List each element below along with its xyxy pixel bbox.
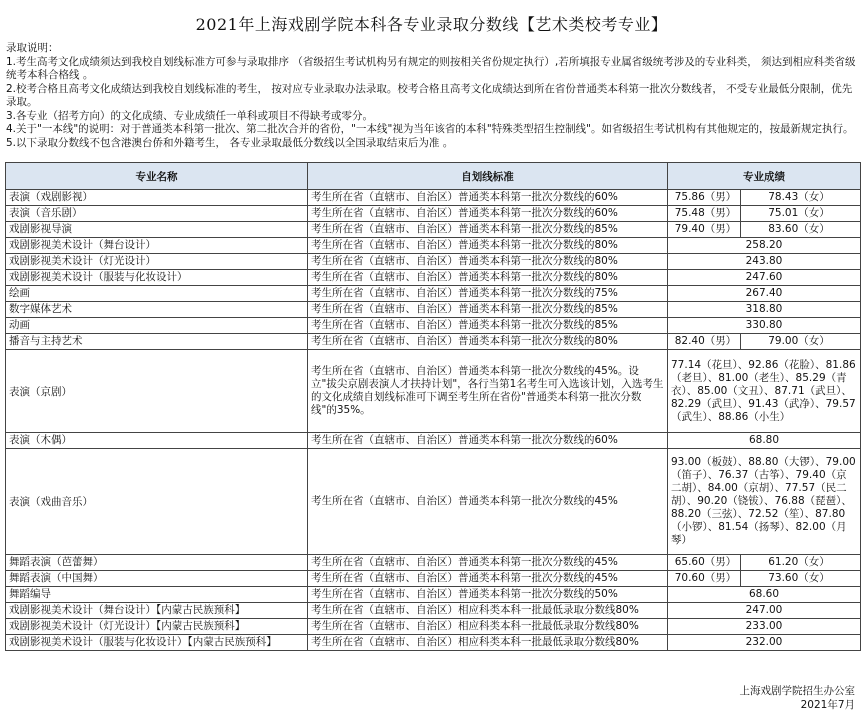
cutoff-standard: 考生所在省（直辖市、自治区）相应科类本科一批最低录取分数线80%: [308, 635, 668, 651]
note-line: 2.校考合格且高考文化成绩达到我校自划线标准的考生， 按对应专业录取办法录取。校考合格且高考文化成绩达到所在省份普通类本科第一批次分数线者， 不受专业最低分限制，优先录取。: [6, 82, 853, 108]
score-value: 267.40: [668, 286, 861, 302]
table-row: [6, 238, 861, 254]
cutoff-standard: 考生所在省（直辖市、自治区）普通类本科第一批次分数线的60%: [308, 433, 668, 449]
table-row: [6, 318, 861, 334]
cutoff-standard: 考生所在省（直辖市、自治区）普通类本科第一批次分数线的85%: [308, 222, 668, 238]
major-name: 戏剧影视美术设计（服装与化妆设计）【内蒙古民族预科】: [6, 635, 308, 651]
table-header-row: [6, 163, 861, 190]
major-name: 绘画: [6, 286, 308, 302]
major-name: 戏剧影视美术设计（灯光设计）【内蒙古民族预科】: [6, 619, 308, 635]
cutoff-standard: 考生所在省（直辖市、自治区）普通类本科第一批次分数线的80%: [308, 254, 668, 270]
major-name: 舞蹈表演（芭蕾舞）: [6, 555, 308, 571]
table-row: [6, 571, 861, 587]
cutoff-standard: 考生所在省（直辖市、自治区）普通类本科第一批次分数线的50%: [308, 587, 668, 603]
header-score: 专业成绩: [668, 163, 861, 190]
score-value: 243.80: [668, 254, 861, 270]
cutoff-standard: 考生所在省（直辖市、自治区）普通类本科第一批次分数线的60%: [308, 206, 668, 222]
note-line: 4.关于"一本线"的说明：对于普通类本科第一批次、第二批次合并的省份，"一本线"视为当年该省的本科"特殊类型招生控制线"。如省级招生考试机构有其他规定的，按最新规定执行。: [6, 123, 854, 135]
score-split: [668, 206, 861, 222]
score-list: 77.14（花旦）、92.86（花脸）、81.86（老旦）、81.00（老生）、85.29（青衣）、85.00（文丑）、87.71（武旦）、82.29（武旦）、91.43（武净）、79.57（武生）、88.86（小生）: [668, 350, 861, 433]
score-value: 318.80: [668, 302, 861, 318]
score-female: 73.60（女）: [768, 572, 830, 584]
score-female: 78.43（女）: [768, 191, 830, 203]
cutoff-standard: 考生所在省（直辖市、自治区）普通类本科第一批次分数线的80%: [308, 238, 668, 254]
cutoff-standard: 考生所在省（直辖市、自治区）普通类本科第一批次分数线的85%: [308, 318, 668, 334]
score-value: 247.60: [668, 270, 861, 286]
major-name: 舞蹈编导: [6, 587, 308, 603]
score-male: 70.60（男）: [671, 571, 741, 586]
admission-notes: [6, 42, 858, 150]
score-female: 79.00（女）: [768, 335, 830, 347]
score-value: 233.00: [668, 619, 861, 635]
cutoff-standard: 考生所在省（直辖市、自治区）普通类本科第一批次分数线的75%: [308, 286, 668, 302]
cutoff-standard: 考生所在省（直辖市、自治区）普通类本科第一批次分数线的60%: [308, 190, 668, 206]
header-standard: 自划线标准: [308, 163, 668, 190]
cutoff-standard: 考生所在省（直辖市、自治区）普通类本科第一批次分数线的45%: [308, 449, 668, 555]
score-value: 330.80: [668, 318, 861, 334]
score-male: 65.60（男）: [671, 555, 741, 570]
score-table: [5, 162, 861, 651]
cutoff-standard: 考生所在省（直辖市、自治区）相应科类本科一批最低录取分数线80%: [308, 603, 668, 619]
major-name: 戏剧影视美术设计（舞台设计）: [6, 238, 308, 254]
table-row: [6, 286, 861, 302]
cutoff-standard: 考生所在省（直辖市、自治区）普通类本科第一批次分数线的80%: [308, 270, 668, 286]
score-male: 75.86（男）: [671, 190, 741, 205]
major-name: 数字媒体艺术: [6, 302, 308, 318]
major-name: 表演（木偶）: [6, 433, 308, 449]
major-name: 表演（戏剧影视）: [6, 190, 308, 206]
page-title: 2021年上海戏剧学院本科各专业录取分数线【艺术类校考专业】: [195, 15, 668, 34]
cutoff-standard: 考生所在省（直辖市、自治区）普通类本科第一批次分数线的85%: [308, 302, 668, 318]
score-male: 79.40（男）: [671, 222, 741, 237]
cutoff-standard: 考生所在省（直辖市、自治区）普通类本科第一批次分数线的45%。设立"拔尖京剧表演人才扶持计划"，各行当第1名考生可入选该计划，入选考生的文化成绩自划线标准可下调至考生所在省份"普通类本科第一批次分数线"的35%。: [308, 350, 668, 433]
cutoff-standard: 考生所在省（直辖市、自治区）普通类本科第一批次分数线的80%: [308, 334, 668, 350]
table-row: [6, 619, 861, 635]
note-line: 3.各专业（招考方向）的文化成绩、专业成绩任一单科或项目不得缺考或零分。: [6, 109, 374, 122]
header-major: 专业名称: [6, 163, 308, 190]
table-row: [6, 587, 861, 603]
score-split: [668, 222, 861, 238]
score-list: 93.00（板鼓）、88.80（大锣）、79.00（笛子）、76.37（古筝）、79.40（京二胡）、84.00（京胡）、77.57（民二胡）、90.20（铙钹）、76.88（琵琶）、88.20（三弦）、72.52（笙）、87.80（小锣）、81.54（扬琴）、82.00（月琴）: [668, 449, 861, 555]
table-row: [6, 206, 861, 222]
major-name: 戏剧影视美术设计（灯光设计）: [6, 254, 308, 270]
table-row: [6, 603, 861, 619]
cutoff-standard: 考生所在省（直辖市、自治区）普通类本科第一批次分数线的45%: [308, 555, 668, 571]
table-row: [6, 270, 861, 286]
major-name: 动画: [6, 318, 308, 334]
score-split: [668, 190, 861, 206]
major-name: 戏剧影视美术设计（服装与化妆设计）: [6, 270, 308, 286]
cutoff-standard: 考生所在省（直辖市、自治区）普通类本科第一批次分数线的45%: [308, 571, 668, 587]
table-row: [6, 190, 861, 206]
table-row: [6, 302, 861, 318]
major-name: 舞蹈表演（中国舞）: [6, 571, 308, 587]
table-row: [6, 254, 861, 270]
major-name: 戏剧影视美术设计（舞台设计）【内蒙古民族预科】: [6, 603, 308, 619]
score-female: 61.20（女）: [768, 556, 830, 568]
cutoff-standard: 考生所在省（直辖市、自治区）相应科类本科一批最低录取分数线80%: [308, 619, 668, 635]
table-body: [6, 190, 861, 651]
note-line: 5.以下录取分数线不包含港澳台侨和外籍考生， 各专业录取最低分数线以全国录取结束后为准 。: [6, 136, 454, 149]
score-split: [668, 555, 861, 571]
score-value: 247.00: [668, 603, 861, 619]
table-row: [6, 222, 861, 238]
table-row: [6, 433, 861, 449]
notes-heading: 录取说明：: [6, 42, 59, 54]
major-name: 表演（音乐剧）: [6, 206, 308, 222]
table-row: [6, 334, 861, 350]
major-name: 戏剧影视导演: [6, 222, 308, 238]
table-row: [6, 635, 861, 651]
score-female: 75.01（女）: [768, 207, 830, 219]
score-male: 82.40（男）: [671, 334, 741, 349]
footer-date: 2021年7月: [800, 699, 855, 711]
table-row: [6, 449, 861, 555]
score-split: [668, 571, 861, 587]
table-row: [6, 350, 861, 433]
note-line: 1.考生高考文化成绩须达到我校自划线标准方可参与录取排序 （省级招生考试机构另有规定的则按相关省份规定执行）,若所填报专业属省级统考涉及的专业科类， 须达到相应科类省级统考本科合格线 。: [6, 55, 856, 81]
major-name: 表演（戏曲音乐）: [6, 449, 308, 555]
footer-org: 上海戏剧学院招生办公室: [739, 685, 855, 697]
score-value: 258.20: [668, 238, 861, 254]
major-name: 表演（京剧）: [6, 350, 308, 433]
score-split: [668, 334, 861, 350]
score-male: 75.48（男）: [671, 206, 741, 221]
score-female: 83.60（女）: [768, 223, 830, 235]
table-row: [6, 555, 861, 571]
score-value: 68.60: [668, 587, 861, 603]
major-name: 播音与主持艺术: [6, 334, 308, 350]
score-value: 68.80: [668, 433, 861, 449]
score-value: 232.00: [668, 635, 861, 651]
